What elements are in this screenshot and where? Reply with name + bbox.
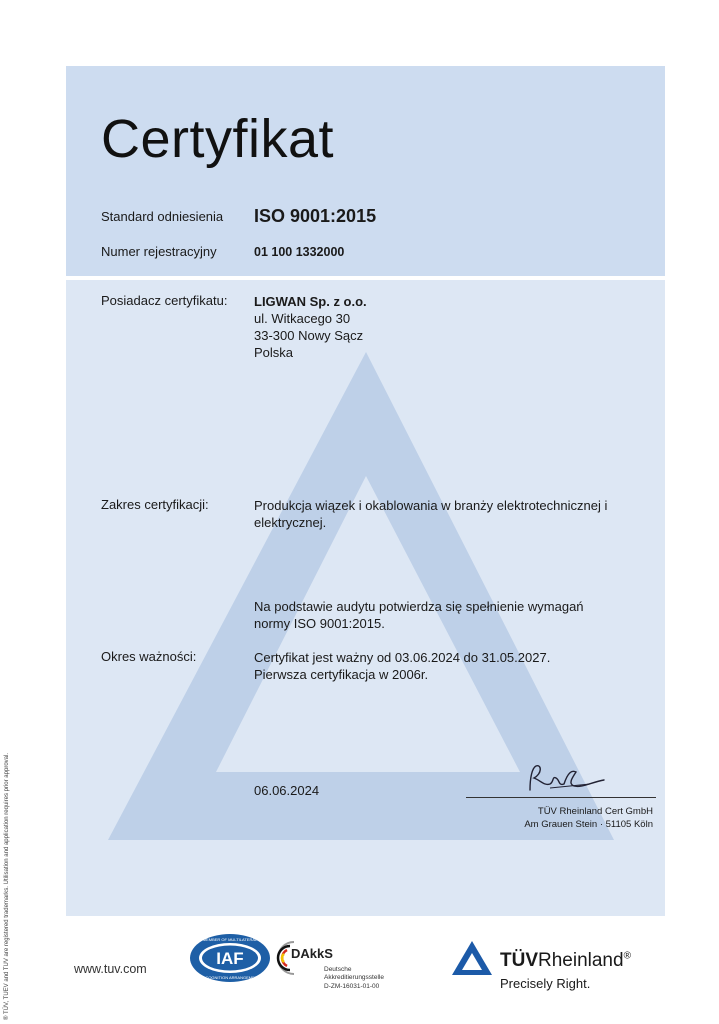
issue-date: 06.06.2024: [254, 783, 320, 798]
standard-label: Standard odniesienia: [101, 209, 224, 224]
certificate-title: Certyfikat: [101, 109, 335, 169]
iaf-text: IAF: [216, 949, 244, 968]
signature-image: [520, 760, 610, 796]
tuv-logo-icon: [451, 939, 493, 977]
iaf-ring-top: MEMBER OF MULTILATERAL: [202, 937, 258, 942]
holder-name: LIGWAN Sp. z o.o.: [254, 294, 367, 309]
tuv-brand-reg: ®: [623, 950, 631, 962]
holder-city: 33-300 Nowy Sącz: [254, 328, 364, 343]
registration-label: Numer rejestracyjny: [101, 244, 217, 259]
dakks-line1: Deutsche: [324, 966, 352, 973]
holder-country: Polska: [254, 345, 294, 360]
tuv-brand-bold: TÜV: [500, 950, 538, 971]
dakks-name: DAkkS: [291, 946, 333, 961]
iaf-ring-bottom: RECOGNITION ARRANGEMENT: [199, 975, 261, 980]
holder-street: ul. Witkacego 30: [254, 311, 351, 326]
validity-label: Okres ważności:: [101, 649, 197, 664]
validity-line1: Certyfikat jest ważny od 03.06.2024 do 31.05.2027.: [254, 650, 551, 665]
iaf-logo: [188, 932, 272, 984]
audit-line2: normy ISO 9001:2015.: [254, 616, 385, 631]
scope-label: Zakres certyfikacji:: [101, 497, 209, 512]
issuer-name: TÜV Rheinland Cert GmbH: [537, 806, 653, 817]
scope-line1: Produkcja wiązek i okablowania w branży elektrotechnicznej i: [254, 498, 608, 513]
registration-value: 01 100 1332000: [254, 245, 345, 259]
trademark-note: ® TÜV, TUEV and TUV are registered trademarks. Utilisation and application requires prior approval.: [4, 753, 10, 1020]
audit-line1: Na podstawie audytu potwierdza się spełnienie wymagań: [254, 599, 584, 614]
tuv-brand-regular: Rheinland: [538, 950, 624, 971]
footer-url[interactable]: www.tuv.com: [74, 962, 147, 976]
scope-line2: elektrycznej.: [254, 515, 327, 530]
validity-line2: Pierwsza certyfikacja w 2006r.: [254, 667, 429, 682]
standard-value: ISO 9001:2015: [254, 206, 377, 226]
dakks-line2: Akkreditierungsstelle: [324, 974, 384, 981]
tuv-slogan: Precisely Right.: [500, 976, 591, 991]
holder-label: Posiadacz certyfikatu:: [101, 293, 228, 308]
dakks-line3: D-ZM-16031-01-00: [324, 983, 380, 990]
issuer-address: Am Grauen Stein · 51105 Köln: [524, 819, 653, 830]
signature-line: [466, 797, 656, 798]
tuv-brand-name: [500, 950, 631, 972]
